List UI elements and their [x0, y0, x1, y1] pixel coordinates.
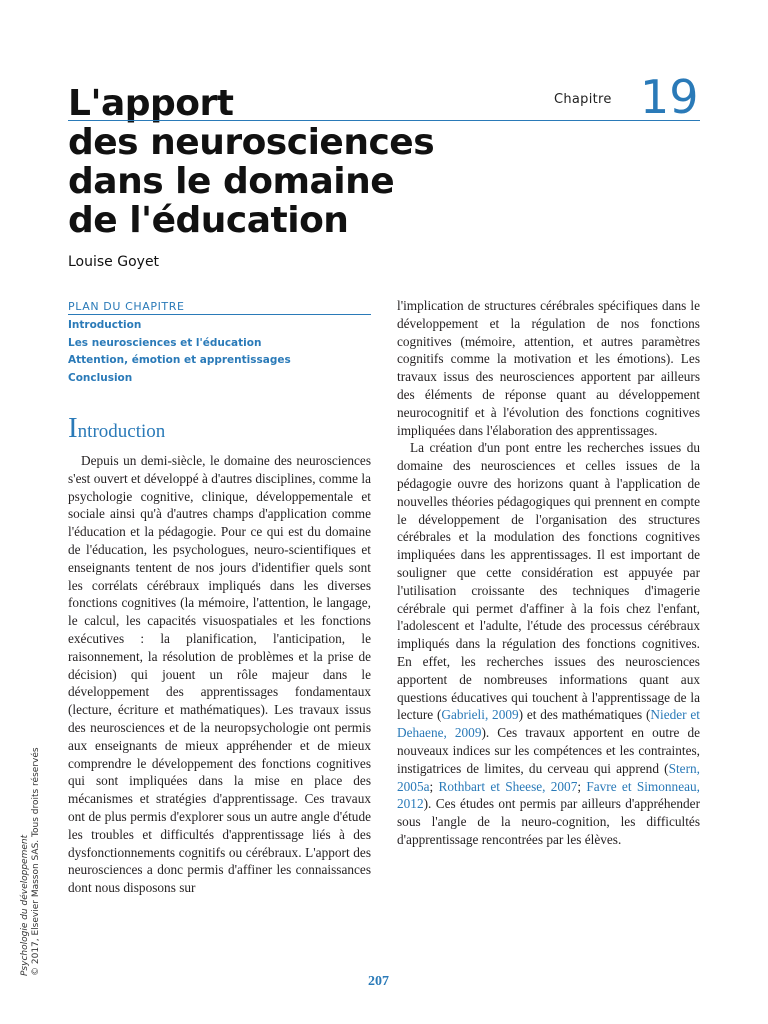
- section-dropcap: I: [68, 412, 78, 444]
- citation-link[interactable]: Nieder et Dehaene, 2009: [397, 707, 700, 741]
- plan-heading: PLAN DU CHAPITRE: [68, 300, 371, 315]
- right-column: [397, 297, 700, 849]
- plan-item[interactable]: Conclusion: [68, 371, 133, 384]
- left-column: [68, 452, 371, 897]
- citation-link[interactable]: Rothbart et Sheese, 2007: [438, 778, 578, 794]
- book-title: Psychologie du développement: [20, 834, 30, 976]
- citation-link[interactable]: Favre et Simonneau, 2012: [397, 778, 700, 812]
- body-paragraph: Depuis un demi-siècle, le domaine des neurosciences s'est ouvert et développé à d'autres disciplines, comme la psychologie cognitive, clinique, développementale et sociale ainsi qu'à d'autres champs d'application comme l'éducation et la pédagogie. Pour ce qui est du domaine de l'éducation, les psychologues, neuro-scientifiques et enseignants tentent de nos jours d'identifier quels sont les corrélats cérébraux impliqués dans les diverses fonctions cognitives (la mémoire, l'attention, le langage, le calcul, les capacités visuospatiales et les fonctions exécutives : la planification, l'anticipation, le raisonnement, la résolution de problèmes et la prise de décision) qui jouent un rôle majeur dans le développement des apprentissages fondamentaux (lecture, écriture et mathématiques). Les travaux issus des neurosciences et de la neuropsychologie ont permis aux enseignants de mieux appréhender et de mieux comprendre le développement des fonctions cognitives qui sont impliquées dans la mise en place des mécanismes et stratégies d'apprentissage. Ces travaux ont de plus permis d'explorer sous un autre angle d'étude les troubles et difficultés d'apprentissage liés à des dysfonctionnements cognitifs ou cérébraux. L'apport des neurosciences a donc permis d'affiner les connaissances dont nous disposons sur: [68, 453, 371, 896]
- page-number: 207: [368, 974, 389, 989]
- section-heading-rest: ntroduction: [77, 421, 166, 442]
- title-line: de l'éducation: [68, 200, 349, 241]
- text-run: ;: [577, 778, 587, 794]
- chapter-number: 19: [640, 70, 699, 124]
- text-run: ). Ces travaux apportent en outre de nouveaux indices sur les compétences et les contraintes, instigatrices de limites, du cerveau qui apprend (: [397, 725, 700, 776]
- chapter-rule: [68, 120, 700, 121]
- plan-item[interactable]: Introduction: [68, 319, 142, 331]
- text-run: ;: [429, 778, 439, 794]
- title-line: dans le domaine: [68, 161, 395, 202]
- chapter-label: Chapitre: [554, 92, 612, 107]
- plan-list: [68, 317, 291, 387]
- author-name: Louise Goyet: [68, 254, 160, 270]
- copyright-note: [20, 747, 42, 976]
- title-line: L'apport: [68, 83, 234, 124]
- copyright-text: © 2017, Elsevier Masson SAS. Tous droits réservés: [31, 747, 41, 976]
- text-run: ). Ces études ont permis par ailleurs d'appréhender sous l'angle de la neuro-cognition, les difficultés d'apprentissage rencontrées par les élèves.: [397, 796, 700, 847]
- title-line: des neurosciences: [68, 122, 435, 163]
- citation-link[interactable]: Stern, 2005a: [397, 760, 700, 794]
- body-paragraph: [397, 439, 700, 848]
- body-paragraph: l'implication de structures cérébrales spécifiques dans le développement et la régulation de nos fonctions cognitives (mémoire, attention, et autres paramètres cognitifs comme la motivation et les émotions). Les travaux issus des neurosciences apportent par ailleurs des éléments de réponse quant au développement neurocognitif et à l'évolution des fonctions cognitives impliquées dans l'élaboration des apprentissages.: [397, 298, 700, 438]
- plan-item[interactable]: Attention, émotion et apprentissages: [68, 354, 291, 366]
- citation-link[interactable]: Gabrieli, 2009: [441, 707, 519, 723]
- chapter-title: [68, 84, 434, 240]
- section-heading: [68, 412, 165, 445]
- plan-item[interactable]: Les neurosciences et l'éducation: [68, 336, 262, 349]
- text-run: ) et des mathématiques (: [518, 707, 651, 723]
- text-run: La création d'un pont entre les recherches issues du domaine des neurosciences et celles issues de la pédagogie ouvre des horizons quant à l'application de nouvelles théories pédagogiques qui prennent en compte le développement de l'organisation des structures cérébrales et la modulation des fonctions cognitives impliquées dans les apprentissages. Il est important de souligner que cette considération est appuyée par l'utilisation croissante des techniques d'imagerie cérébrale qui permet d'affiner à la fois chez l'enfant, l'adolescent et l'adulte, l'étude des processus cérébraux impliqués dans la régulation des fonctions cognitives. En effet, les recherches issues des neurosciences apportent de nombreuses informations quant aux questions éducatives qui touchent à l'apprentissage de la lecture (: [397, 440, 700, 723]
